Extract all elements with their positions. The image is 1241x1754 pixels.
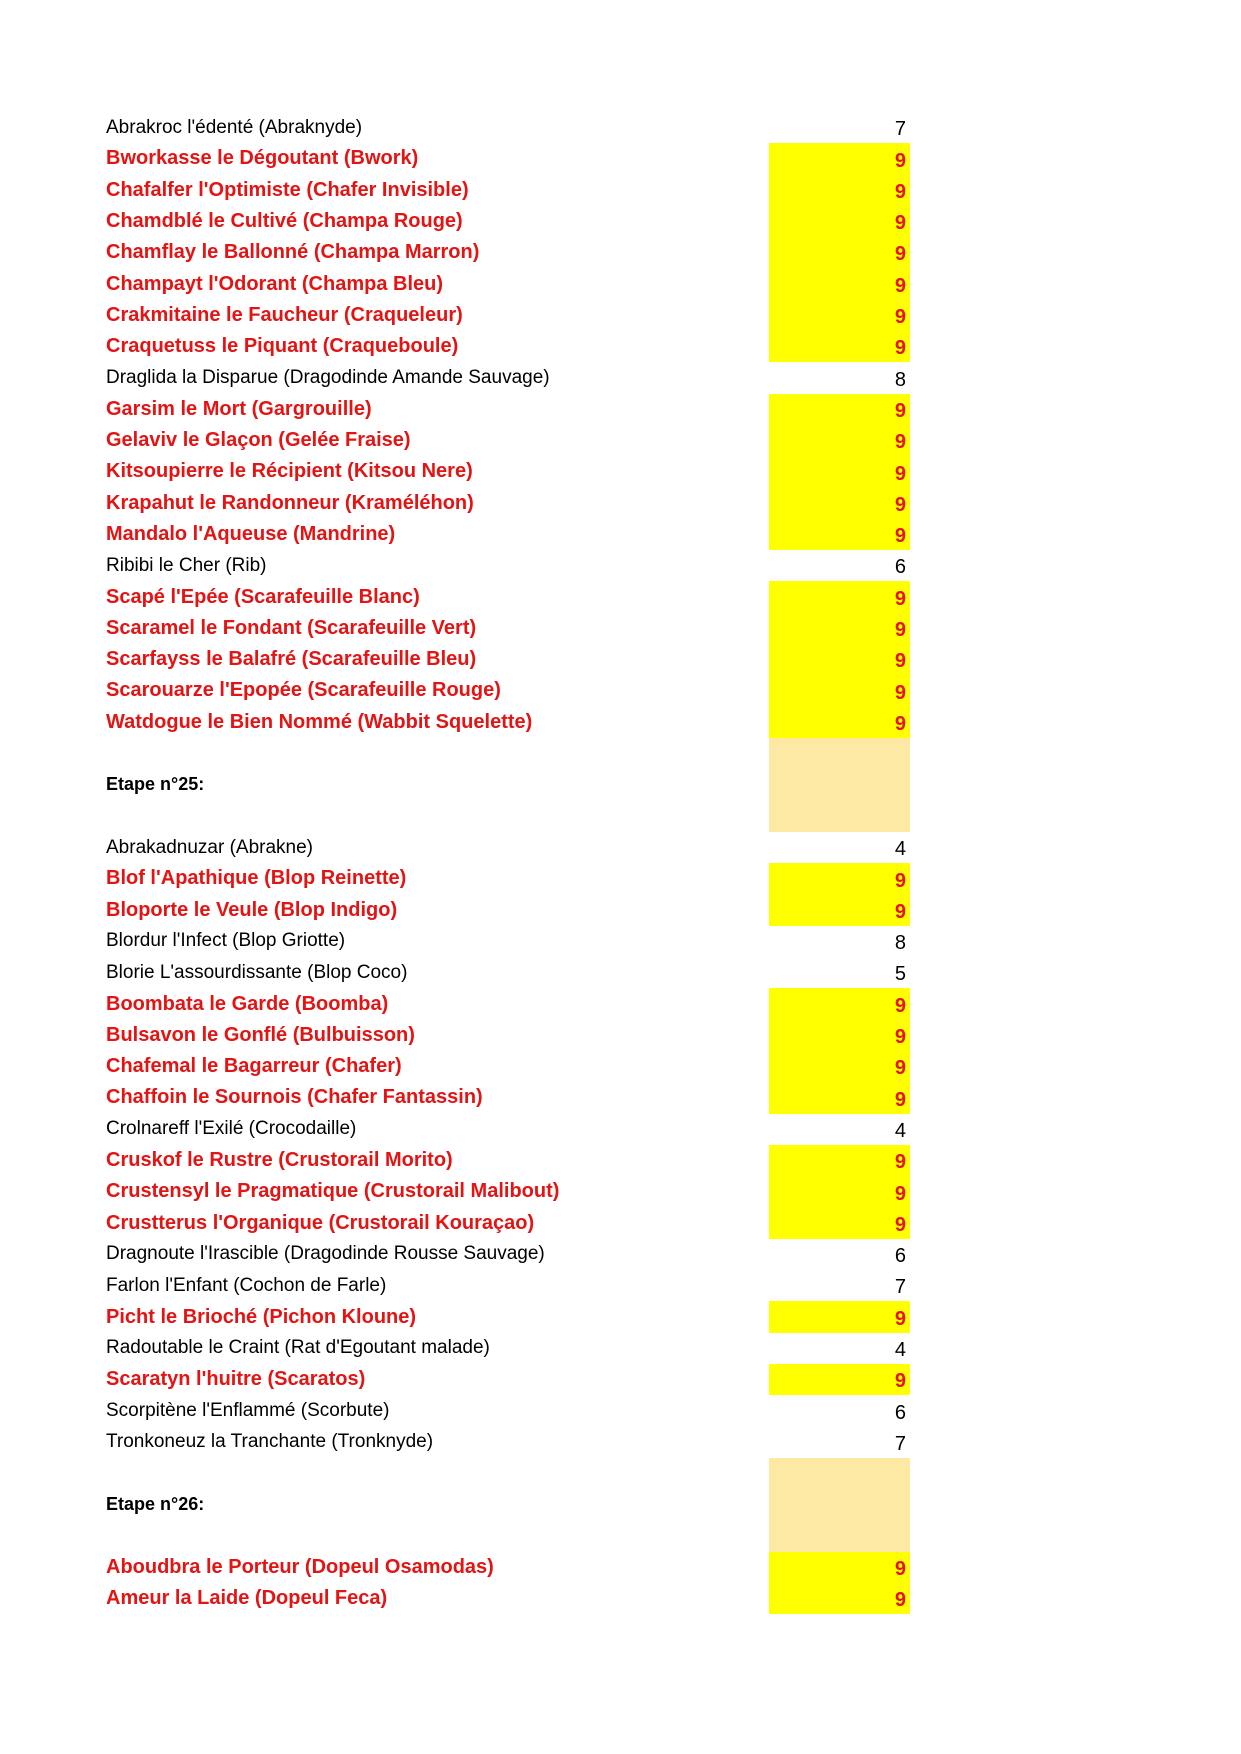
value-cell: 9	[769, 988, 910, 1019]
monster-name-cell: Aboudbra le Porteur (Dopeul Osamodas)	[106, 1556, 494, 1579]
table-row	[106, 895, 910, 926]
value-cell: 9	[769, 488, 910, 519]
value-cell: 4	[894, 838, 906, 861]
value-cell: 7	[894, 1432, 906, 1455]
table-row	[106, 644, 910, 675]
value-cell: 9	[769, 237, 910, 268]
table-row	[106, 206, 910, 237]
table-row	[106, 331, 910, 362]
table-row	[106, 988, 910, 1019]
monster-name-cell: Ribibi le Cher (Rib)	[106, 554, 267, 576]
value-cell: 4	[894, 1338, 906, 1361]
monster-name-cell: Chamdblé le Cultivé (Champa Rouge)	[106, 210, 463, 233]
value-cell: 9	[769, 1552, 910, 1583]
value-cell: 9	[769, 206, 910, 237]
monster-name-cell: Crakmitaine le Faucheur (Craqueleur)	[106, 303, 463, 326]
monster-name-cell: Watdogue le Bien Nommé (Wabbit Squelette)	[106, 710, 533, 733]
table-row	[106, 488, 910, 519]
monster-name-cell: Blorie L'assourdissante (Blop Coco)	[106, 961, 408, 983]
value-cell: 9	[769, 268, 910, 299]
monster-name-cell: Bulsavon le Gonflé (Bulbuisson)	[106, 1023, 415, 1046]
table-row	[106, 1427, 910, 1458]
monster-name-cell: Farlon l'Enfant (Cochon de Farle)	[106, 1274, 387, 1296]
table-row	[106, 1020, 910, 1051]
table-row	[106, 268, 910, 299]
monster-name-cell: Krapahut le Randonneur (Kraméléhon)	[106, 491, 474, 514]
value-cell: 9	[769, 1364, 910, 1395]
monster-name-cell: Cruskof le Rustre (Crustorail Morito)	[106, 1149, 453, 1172]
monster-name-cell: Bloporte le Veule (Blop Indigo)	[106, 898, 398, 921]
monster-name-cell: Scorpitène l'Enflammé (Scorbute)	[106, 1399, 390, 1421]
value-cell: 9	[769, 1208, 910, 1239]
value-cell: 9	[769, 1145, 910, 1176]
stage-title: Etape n°26:	[106, 1494, 205, 1515]
monster-name-cell: Chafemal le Bagarreur (Chafer)	[106, 1055, 402, 1078]
monster-name-cell: Garsim le Mort (Gargrouille)	[106, 397, 372, 420]
table-row	[106, 1270, 910, 1301]
monster-list-table	[106, 112, 910, 1614]
stage-title: Etape n°25:	[106, 774, 205, 795]
table-row	[106, 1114, 910, 1145]
table-row	[106, 707, 910, 738]
value-cell: 9	[769, 863, 910, 894]
table-row	[106, 519, 910, 550]
monster-name-cell: Scaratyn l'huitre (Scaratos)	[106, 1368, 366, 1391]
value-cell: 7	[894, 118, 906, 141]
table-row	[106, 1145, 910, 1176]
value-cell: 7	[894, 1276, 906, 1299]
value-cell: 9	[769, 613, 910, 644]
table-row	[106, 300, 910, 331]
table-row	[106, 675, 910, 706]
monster-name-cell: Boombata le Garde (Boomba)	[106, 992, 389, 1015]
table-row	[106, 1583, 910, 1614]
table-row	[106, 1176, 910, 1207]
monster-name-cell: Chaffoin le Sournois (Chafer Fantassin)	[106, 1086, 483, 1109]
value-cell: 9	[769, 1051, 910, 1082]
monster-name-cell: Craquetuss le Piquant (Craqueboule)	[106, 335, 459, 358]
table-row	[106, 1082, 910, 1113]
value-cell: 9	[769, 1176, 910, 1207]
monster-name-cell: Bworkasse le Dégoutant (Bwork)	[106, 147, 419, 170]
value-cell: 6	[894, 556, 906, 579]
table-row	[106, 1552, 910, 1583]
table-row	[106, 1364, 910, 1395]
monster-name-cell: Blof l'Apathique (Blop Reinette)	[106, 867, 407, 890]
value-cell: 9	[769, 425, 910, 456]
table-row	[106, 425, 910, 456]
monster-name-cell: Chafalfer l'Optimiste (Chafer Invisible)	[106, 178, 469, 201]
table-row	[106, 1208, 910, 1239]
value-cell: 9	[769, 300, 910, 331]
table-row	[106, 863, 910, 894]
stage-value-cell	[769, 738, 910, 832]
value-cell: 9	[769, 675, 910, 706]
table-row	[106, 237, 910, 268]
table-row	[106, 362, 910, 393]
value-cell: 9	[769, 581, 910, 612]
table-row	[106, 1301, 910, 1332]
value-cell: 9	[769, 895, 910, 926]
stage-header-row	[106, 738, 910, 832]
value-cell: 5	[894, 963, 906, 986]
value-cell: 9	[769, 175, 910, 206]
value-cell: 9	[769, 331, 910, 362]
monster-name-cell: Ameur la Laide (Dopeul Feca)	[106, 1587, 388, 1610]
monster-name-cell: Scarouarze l'Epopée (Scarafeuille Rouge)	[106, 679, 501, 702]
table-row	[106, 112, 910, 143]
monster-name-cell: Abrakroc l'édenté (Abraknyde)	[106, 116, 363, 138]
monster-name-cell: Draglida la Disparue (Dragodinde Amande Sauvage)	[106, 367, 550, 389]
value-cell: 9	[769, 1583, 910, 1614]
value-cell: 9	[769, 1301, 910, 1332]
value-cell: 8	[894, 932, 906, 955]
stage-value-cell	[769, 1458, 910, 1552]
table-row	[106, 550, 910, 581]
monster-name-cell: Scaramel le Fondant (Scarafeuille Vert)	[106, 616, 477, 639]
monster-name-cell: Chamflay le Ballonné (Champa Marron)	[106, 241, 480, 264]
monster-name-cell: Gelaviv le Glaçon (Gelée Fraise)	[106, 429, 411, 452]
monster-name-cell: Crustensyl le Pragmatique (Crustorail Malibout)	[106, 1180, 560, 1203]
table-row	[106, 581, 910, 612]
value-cell: 9	[769, 519, 910, 550]
value-cell: 9	[769, 1082, 910, 1113]
value-cell: 9	[769, 143, 910, 174]
value-cell: 9	[769, 1020, 910, 1051]
monster-name-cell: Champayt l'Odorant (Champa Bleu)	[106, 272, 444, 295]
monster-name-cell: Radoutable le Craint (Rat d'Egoutant malade)	[106, 1337, 490, 1359]
value-cell: 6	[894, 1401, 906, 1424]
value-cell: 8	[894, 368, 906, 391]
monster-name-cell: Crustterus l'Organique (Crustorail Kouraçao)	[106, 1211, 535, 1234]
table-row	[106, 613, 910, 644]
stage-header-row	[106, 1458, 910, 1552]
table-row	[106, 143, 910, 174]
monster-name-cell: Mandalo l'Aqueuse (Mandrine)	[106, 523, 396, 545]
table-row	[106, 456, 910, 487]
monster-name-cell: Picht le Brioché (Pichon Kloune)	[106, 1305, 417, 1328]
monster-name-cell: Scapé l'Epée (Scarafeuille Blanc)	[106, 585, 420, 608]
value-cell: 6	[894, 1245, 906, 1268]
table-row	[106, 926, 910, 957]
table-row	[106, 1239, 910, 1270]
table-row	[106, 1395, 910, 1426]
value-cell: 9	[769, 644, 910, 675]
monster-name-cell: Crolnareff l'Exilé (Crocodaille)	[106, 1118, 357, 1140]
monster-name-cell: Scarfayss le Balafré (Scarafeuille Bleu)	[106, 648, 477, 671]
monster-name-cell: Blordur l'Infect (Blop Griotte)	[106, 930, 346, 952]
table-row	[106, 394, 910, 425]
monster-name-cell: Kitsoupierre le Récipient (Kitsou Nere)	[106, 460, 473, 483]
value-cell: 9	[769, 456, 910, 487]
table-row	[106, 175, 910, 206]
value-cell: 4	[894, 1119, 906, 1142]
monster-name-cell: Abrakadnuzar (Abrakne)	[106, 836, 313, 858]
monster-name-cell: Dragnoute l'Irascible (Dragodinde Rousse Sauvage)	[106, 1243, 545, 1265]
table-row	[106, 1051, 910, 1082]
table-row	[106, 1333, 910, 1364]
table-row	[106, 957, 910, 988]
table-row	[106, 832, 910, 863]
monster-name-cell: Tronkoneuz la Tranchante (Tronknyde)	[106, 1431, 434, 1453]
value-cell: 9	[769, 707, 910, 738]
value-cell: 9	[769, 394, 910, 425]
